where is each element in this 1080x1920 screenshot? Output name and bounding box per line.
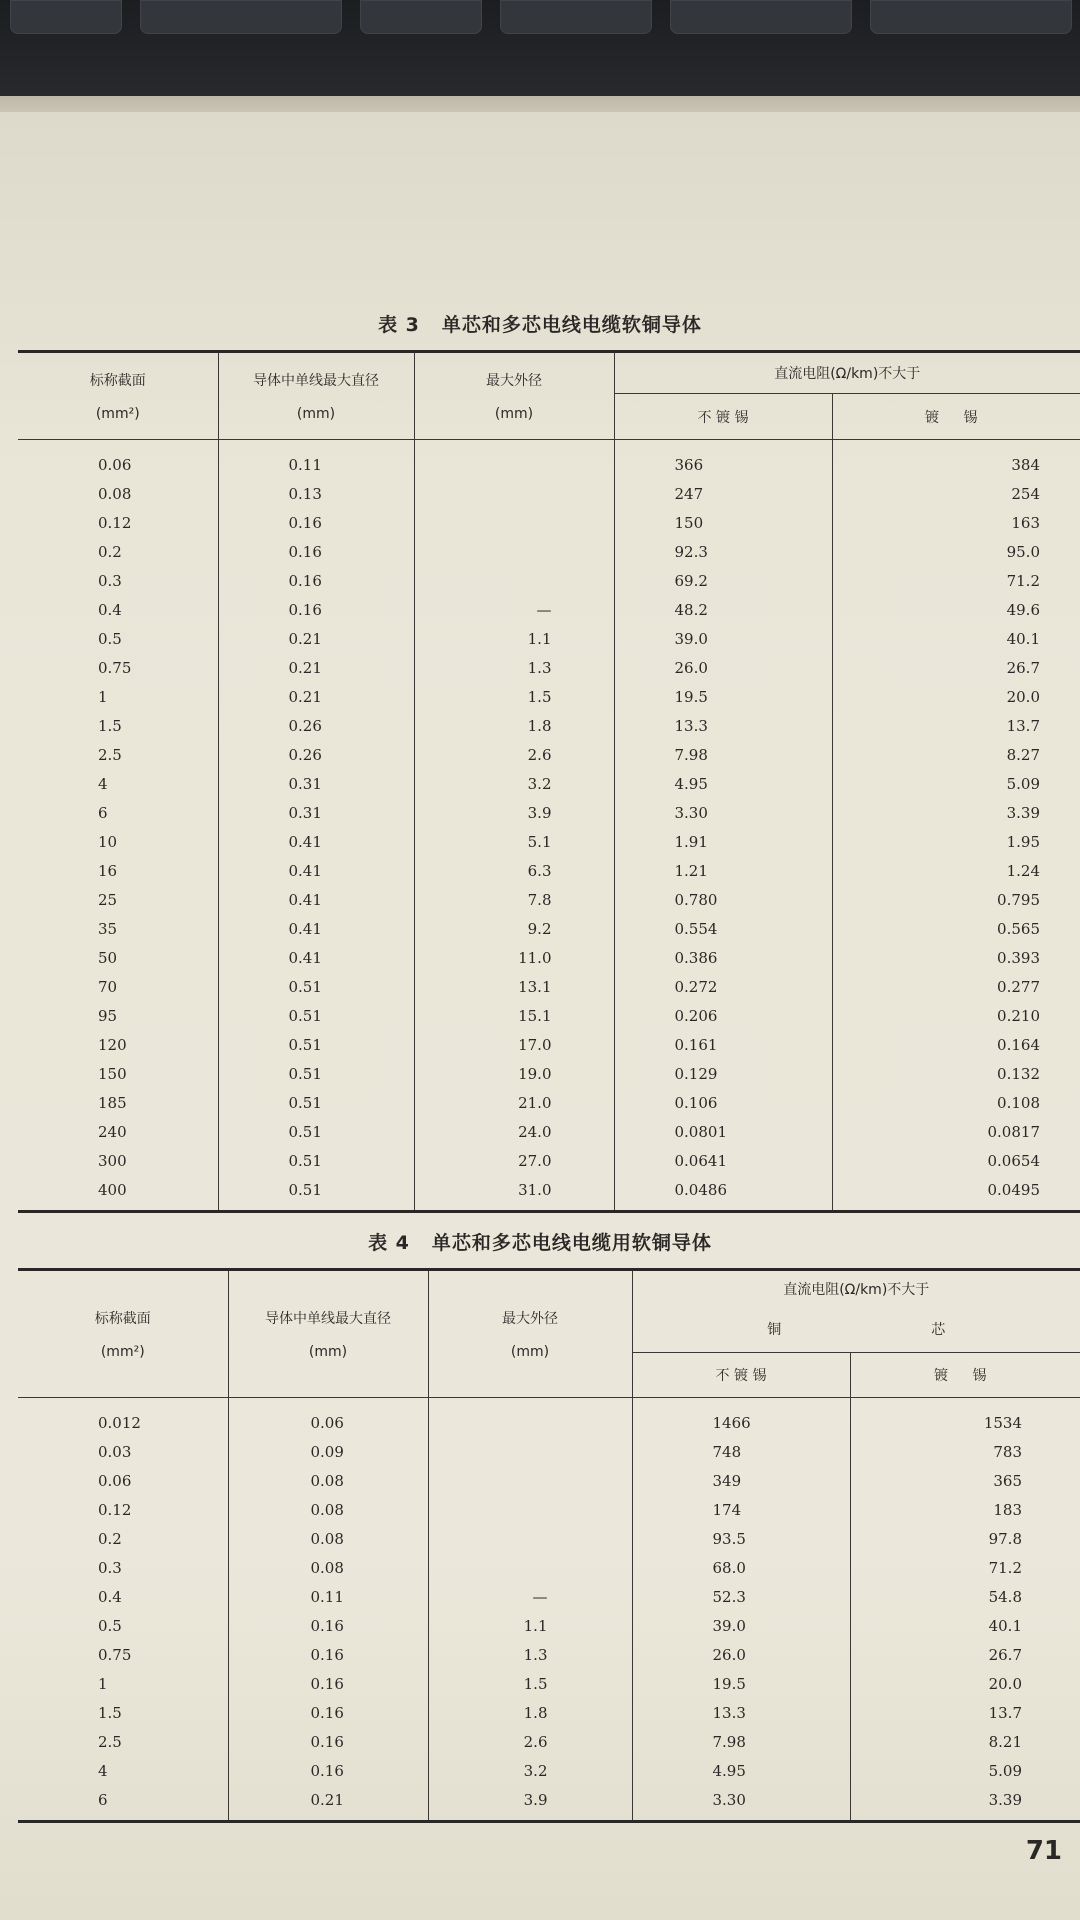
outer-diameter-cell: 9.2 — [414, 914, 614, 943]
table-row — [18, 943, 1080, 972]
section-cell: 0.2 — [98, 1529, 122, 1548]
section-cell: 16 — [98, 861, 118, 880]
table3-header-max-wire-label: 导体中单线最大直径 — [253, 373, 379, 389]
table-row — [18, 1640, 1080, 1669]
table-row — [18, 798, 1080, 827]
plain-resistance-cell: 68.0 — [632, 1553, 850, 1582]
wire-diameter-cell: 0.51 — [218, 1059, 414, 1088]
outer-diameter-cell: 1.5 — [414, 682, 614, 711]
tinned-resistance-cell: 183 — [850, 1495, 1080, 1524]
tinned-resistance-cell: 0.0495 — [832, 1175, 1080, 1212]
plain-resistance-cell: 0.129 — [614, 1059, 832, 1088]
tinned-resistance-cell: 20.0 — [850, 1669, 1080, 1698]
wire-diameter-cell: 0.08 — [228, 1495, 428, 1524]
tinned-resistance-cell: 8.21 — [850, 1727, 1080, 1756]
wire-diameter-cell: 0.41 — [218, 856, 414, 885]
table3-caption — [0, 310, 1080, 337]
outer-diameter-cell: 1.3 — [414, 653, 614, 682]
tinned-resistance-cell: 1534 — [850, 1398, 1080, 1438]
plain-resistance-cell: 7.98 — [632, 1727, 850, 1756]
tinned-resistance-cell: 3.39 — [850, 1785, 1080, 1822]
tinned-resistance-cell: 0.565 — [832, 914, 1080, 943]
section-cell: 0.4 — [98, 1587, 122, 1606]
section-cell: 0.12 — [98, 513, 132, 532]
plain-resistance-cell: 4.95 — [632, 1756, 850, 1785]
section-cell: 0.2 — [98, 542, 122, 561]
outer-diameter-cell: 31.0 — [414, 1175, 614, 1212]
table3-header-resistance: 直流电阻(Ω/km)不大于 — [614, 352, 1080, 394]
outer-diameter-cell: 2.6 — [428, 1727, 632, 1756]
wire-diameter-cell: 0.51 — [218, 1088, 414, 1117]
wire-diameter-cell: 0.08 — [228, 1466, 428, 1495]
tinned-resistance-cell: 1.24 — [832, 856, 1080, 885]
table-row — [18, 1001, 1080, 1030]
plain-resistance-cell: 1.21 — [614, 856, 832, 885]
wire-diameter-cell: 0.11 — [228, 1582, 428, 1611]
tinned-resistance-cell: 783 — [850, 1437, 1080, 1466]
tinned-resistance-cell: 365 — [850, 1466, 1080, 1495]
keyboard-key — [360, 0, 482, 34]
tinned-resistance-cell: 0.795 — [832, 885, 1080, 914]
keyboard-key — [870, 0, 1072, 34]
plain-resistance-cell: 4.95 — [614, 769, 832, 798]
wire-diameter-cell: 0.13 — [218, 479, 414, 508]
plain-resistance-cell: 93.5 — [632, 1524, 850, 1553]
wire-diameter-cell: 0.26 — [218, 740, 414, 769]
table4-caption-title: 单芯和多芯电线电缆用软铜导体 — [431, 1232, 712, 1254]
wire-diameter-cell: 0.21 — [218, 682, 414, 711]
wire-diameter-cell: 0.51 — [218, 972, 414, 1001]
tinned-resistance-cell: 71.2 — [850, 1553, 1080, 1582]
section-cell: 300 — [98, 1151, 127, 1170]
section-cell: 4 — [98, 1761, 108, 1780]
tinned-resistance-cell: 0.210 — [832, 1001, 1080, 1030]
tinned-resistance-cell: 1.95 — [832, 827, 1080, 856]
section-cell: 0.06 — [98, 455, 132, 474]
table3-header-max-wire-unit: (mm) — [296, 406, 336, 422]
outer-diameter-cell: 1.8 — [414, 711, 614, 740]
wire-diameter-cell: 0.16 — [218, 566, 414, 595]
table-row — [18, 1756, 1080, 1785]
tinned-resistance-cell: 40.1 — [850, 1611, 1080, 1640]
tinned-resistance-cell: 0.0817 — [832, 1117, 1080, 1146]
wire-diameter-cell: 0.41 — [218, 943, 414, 972]
outer-diameter-cell — [428, 1524, 632, 1553]
wire-diameter-cell: 0.21 — [228, 1785, 428, 1822]
wire-diameter-cell: 0.41 — [218, 827, 414, 856]
plain-resistance-cell: 19.5 — [614, 682, 832, 711]
plain-resistance-cell: 349 — [632, 1466, 850, 1495]
table-row — [18, 1727, 1080, 1756]
outer-diameter-cell: 21.0 — [414, 1088, 614, 1117]
section-cell: 1.5 — [98, 1703, 122, 1722]
wire-diameter-cell: 0.16 — [228, 1669, 428, 1698]
wire-diameter-cell: 0.09 — [228, 1437, 428, 1466]
table-row — [18, 1524, 1080, 1553]
wire-diameter-cell: 0.51 — [218, 1146, 414, 1175]
section-cell: 1.5 — [98, 716, 122, 735]
outer-diameter-cell: 17.0 — [414, 1030, 614, 1059]
keyboard-key — [670, 0, 852, 34]
outer-diameter-cell: 11.0 — [414, 943, 614, 972]
plain-resistance-cell: 0.272 — [614, 972, 832, 1001]
table-row — [18, 1495, 1080, 1524]
table4-header-resistance: 直流电阻(Ω/km)不大于 — [632, 1270, 1080, 1308]
section-cell: 0.5 — [98, 1616, 122, 1635]
table4-header-tinned: 镀 锡 — [850, 1352, 1080, 1397]
wire-diameter-cell: 0.51 — [218, 1175, 414, 1212]
section-cell: 95 — [98, 1006, 118, 1025]
section-cell: 120 — [98, 1035, 127, 1054]
outer-diameter-cell: — — [414, 595, 614, 624]
section-cell: 25 — [98, 890, 118, 909]
table-row — [18, 885, 1080, 914]
outer-diameter-cell: 3.2 — [414, 769, 614, 798]
section-cell: 0.5 — [98, 629, 122, 648]
table3-header-max-wire — [218, 352, 414, 440]
section-cell: 6 — [98, 803, 108, 822]
table3-caption-number: 表 3 — [378, 314, 420, 336]
outer-diameter-cell — [428, 1495, 632, 1524]
table4-header-max-od-label: 最大外径 — [502, 1311, 558, 1327]
wire-diameter-cell: 0.16 — [228, 1756, 428, 1785]
outer-diameter-cell: 7.8 — [414, 885, 614, 914]
wire-diameter-cell: 0.16 — [218, 537, 414, 566]
table4-header-section-unit: (mm²) — [100, 1344, 145, 1360]
outer-diameter-cell: 5.1 — [414, 827, 614, 856]
wire-diameter-cell: 0.16 — [218, 508, 414, 537]
tinned-resistance-cell: 49.6 — [832, 595, 1080, 624]
wire-diameter-cell: 0.16 — [228, 1698, 428, 1727]
section-cell: 240 — [98, 1122, 127, 1141]
wire-diameter-cell: 0.21 — [218, 653, 414, 682]
section-cell: 35 — [98, 919, 118, 938]
table3-header-max-od — [414, 352, 614, 440]
tinned-resistance-cell: 26.7 — [850, 1640, 1080, 1669]
section-cell: 0.08 — [98, 484, 132, 503]
section-cell: 2.5 — [98, 745, 122, 764]
outer-diameter-cell: 1.3 — [428, 1640, 632, 1669]
section-cell: 0.012 — [98, 1413, 141, 1432]
section-cell: 0.4 — [98, 600, 122, 619]
section-cell: 6 — [98, 1790, 108, 1809]
keyboard-key — [500, 0, 652, 34]
table4-body — [18, 1398, 1080, 1822]
plain-resistance-cell: 26.0 — [614, 653, 832, 682]
table4-header-max-wire — [228, 1270, 428, 1398]
wire-diameter-cell: 0.16 — [228, 1611, 428, 1640]
section-cell: 0.12 — [98, 1500, 132, 1519]
outer-diameter-cell: 3.2 — [428, 1756, 632, 1785]
section-cell: 0.03 — [98, 1442, 132, 1461]
plain-resistance-cell: 52.3 — [632, 1582, 850, 1611]
outer-diameter-cell: 24.0 — [414, 1117, 614, 1146]
table-row — [18, 972, 1080, 1001]
table-row — [18, 1117, 1080, 1146]
outer-diameter-cell: 19.0 — [414, 1059, 614, 1088]
plain-resistance-cell: 39.0 — [632, 1611, 850, 1640]
plain-resistance-cell: 247 — [614, 479, 832, 508]
tinned-resistance-cell: 3.39 — [832, 798, 1080, 827]
wire-diameter-cell: 0.16 — [218, 595, 414, 624]
tinned-resistance-cell: 20.0 — [832, 682, 1080, 711]
plain-resistance-cell: 7.98 — [614, 740, 832, 769]
table-row — [18, 1030, 1080, 1059]
wire-diameter-cell: 0.16 — [228, 1640, 428, 1669]
wire-diameter-cell: 0.51 — [218, 1001, 414, 1030]
page-number: 71 — [1025, 1836, 1062, 1866]
plain-resistance-cell: 0.386 — [614, 943, 832, 972]
wire-diameter-cell: 0.16 — [228, 1727, 428, 1756]
table4-header-plain: 不 镀 锡 — [632, 1352, 850, 1397]
tinned-resistance-cell: 54.8 — [850, 1582, 1080, 1611]
table4-header-max-od — [428, 1270, 632, 1398]
table-row — [18, 653, 1080, 682]
section-cell: 1 — [98, 687, 108, 706]
section-cell: 2.5 — [98, 1732, 122, 1751]
tinned-resistance-cell: 13.7 — [850, 1698, 1080, 1727]
section-cell: 400 — [98, 1180, 127, 1199]
table3-header-plain: 不 镀 锡 — [614, 394, 832, 440]
plain-resistance-cell: 0.0801 — [614, 1117, 832, 1146]
plain-resistance-cell: 0.554 — [614, 914, 832, 943]
table4-header-section-label: 标称截面 — [94, 1311, 151, 1327]
section-cell: 185 — [98, 1093, 127, 1112]
table-row — [18, 1669, 1080, 1698]
table-row — [18, 1146, 1080, 1175]
outer-diameter-cell — [414, 440, 614, 480]
table-row — [18, 537, 1080, 566]
section-cell: 150 — [98, 1064, 127, 1083]
tinned-resistance-cell: 71.2 — [832, 566, 1080, 595]
tinned-resistance-cell: 0.393 — [832, 943, 1080, 972]
tinned-resistance-cell: 384 — [832, 440, 1080, 480]
table-row — [18, 740, 1080, 769]
plain-resistance-cell: 39.0 — [614, 624, 832, 653]
table-row — [18, 711, 1080, 740]
tinned-resistance-cell: 8.27 — [832, 740, 1080, 769]
section-cell: 1 — [98, 1674, 108, 1693]
outer-diameter-cell: 15.1 — [414, 1001, 614, 1030]
wire-diameter-cell: 0.41 — [218, 885, 414, 914]
table4-header-max-od-unit: (mm) — [510, 1344, 550, 1360]
tinned-resistance-cell: 13.7 — [832, 711, 1080, 740]
table-row — [18, 769, 1080, 798]
wire-diameter-cell: 0.08 — [228, 1553, 428, 1582]
wire-diameter-cell: 0.31 — [218, 798, 414, 827]
table-row — [18, 1553, 1080, 1582]
plain-resistance-cell: 174 — [632, 1495, 850, 1524]
plain-resistance-cell: 92.3 — [614, 537, 832, 566]
table3-header-tinned: 镀 锡 — [832, 394, 1080, 440]
section-cell: 50 — [98, 948, 118, 967]
tinned-resistance-cell: 0.164 — [832, 1030, 1080, 1059]
section-cell: 10 — [98, 832, 118, 851]
tinned-resistance-cell: 0.108 — [832, 1088, 1080, 1117]
plain-resistance-cell: 48.2 — [614, 595, 832, 624]
table-row — [18, 1611, 1080, 1640]
plain-resistance-cell: 3.30 — [632, 1785, 850, 1822]
outer-diameter-cell: 3.9 — [414, 798, 614, 827]
table3-header-max-od-unit: (mm) — [494, 406, 534, 422]
table-row — [18, 1698, 1080, 1727]
section-cell: 0.75 — [98, 1645, 132, 1664]
outer-diameter-cell: — — [428, 1582, 632, 1611]
wire-diameter-cell: 0.21 — [218, 624, 414, 653]
tinned-resistance-cell: 5.09 — [832, 769, 1080, 798]
tinned-resistance-cell: 0.132 — [832, 1059, 1080, 1088]
table-row — [18, 914, 1080, 943]
section-cell: 0.3 — [98, 571, 122, 590]
outer-diameter-cell — [428, 1553, 632, 1582]
table-row — [18, 440, 1080, 480]
plain-resistance-cell: 0.206 — [614, 1001, 832, 1030]
plain-resistance-cell: 0.0641 — [614, 1146, 832, 1175]
section-cell: 0.06 — [98, 1471, 132, 1490]
wire-diameter-cell: 0.08 — [228, 1524, 428, 1553]
table4-header-section — [18, 1270, 228, 1398]
outer-diameter-cell: 13.1 — [414, 972, 614, 1001]
outer-diameter-cell: 1.1 — [428, 1611, 632, 1640]
table-row — [18, 682, 1080, 711]
tinned-resistance-cell: 254 — [832, 479, 1080, 508]
plain-resistance-cell: 13.3 — [614, 711, 832, 740]
table3-caption-title: 单芯和多芯电线电缆软铜导体 — [441, 314, 702, 336]
wire-diameter-cell: 0.31 — [218, 769, 414, 798]
table3 — [18, 350, 1080, 1213]
table-row — [18, 479, 1080, 508]
section-cell: 0.75 — [98, 658, 132, 677]
plain-resistance-cell: 150 — [614, 508, 832, 537]
outer-diameter-cell — [428, 1398, 632, 1438]
table-row — [18, 566, 1080, 595]
table4 — [18, 1268, 1080, 1823]
table-row — [18, 595, 1080, 624]
outer-diameter-cell — [428, 1466, 632, 1495]
tinned-resistance-cell: 163 — [832, 508, 1080, 537]
plain-resistance-cell: 366 — [614, 440, 832, 480]
table-row — [18, 508, 1080, 537]
plain-resistance-cell: 26.0 — [632, 1640, 850, 1669]
outer-diameter-cell: 1.1 — [414, 624, 614, 653]
table-row — [18, 1437, 1080, 1466]
outer-diameter-cell: 1.5 — [428, 1669, 632, 1698]
table-row — [18, 1059, 1080, 1088]
outer-diameter-cell: 1.8 — [428, 1698, 632, 1727]
tinned-resistance-cell: 97.8 — [850, 1524, 1080, 1553]
plain-resistance-cell: 748 — [632, 1437, 850, 1466]
outer-diameter-cell — [414, 566, 614, 595]
table4-header-copper: 铜 — [767, 1322, 782, 1339]
table4-header-max-wire-unit: (mm) — [308, 1344, 348, 1360]
section-cell: 0.3 — [98, 1558, 122, 1577]
plain-resistance-cell: 0.0486 — [614, 1175, 832, 1212]
table4-header-copper-core — [632, 1307, 1080, 1352]
section-cell: 70 — [98, 977, 118, 996]
plain-resistance-cell: 3.30 — [614, 798, 832, 827]
plain-resistance-cell: 0.106 — [614, 1088, 832, 1117]
plain-resistance-cell: 0.780 — [614, 885, 832, 914]
table-row — [18, 1582, 1080, 1611]
table3-body — [18, 440, 1080, 1212]
table3-header-max-od-label: 最大外径 — [486, 373, 542, 389]
plain-resistance-cell: 1466 — [632, 1398, 850, 1438]
table-row — [18, 827, 1080, 856]
wire-diameter-cell: 0.51 — [218, 1117, 414, 1146]
table-row — [18, 1175, 1080, 1212]
plain-resistance-cell: 69.2 — [614, 566, 832, 595]
table-row — [18, 1466, 1080, 1495]
tinned-resistance-cell: 5.09 — [850, 1756, 1080, 1785]
plain-resistance-cell: 19.5 — [632, 1669, 850, 1698]
outer-diameter-cell: 6.3 — [414, 856, 614, 885]
table-row — [18, 856, 1080, 885]
tinned-resistance-cell: 26.7 — [832, 653, 1080, 682]
tinned-resistance-cell: 95.0 — [832, 537, 1080, 566]
table4-caption-number: 表 4 — [368, 1232, 410, 1254]
outer-diameter-cell — [414, 479, 614, 508]
outer-diameter-cell — [414, 508, 614, 537]
outer-diameter-cell — [414, 537, 614, 566]
table-row — [18, 1088, 1080, 1117]
table4-header-core: 芯 — [931, 1322, 946, 1339]
table-row — [18, 1785, 1080, 1822]
tinned-resistance-cell: 0.277 — [832, 972, 1080, 1001]
wire-diameter-cell: 0.41 — [218, 914, 414, 943]
wire-diameter-cell: 0.11 — [218, 440, 414, 480]
plain-resistance-cell: 13.3 — [632, 1698, 850, 1727]
wire-diameter-cell: 0.26 — [218, 711, 414, 740]
plain-resistance-cell: 1.91 — [614, 827, 832, 856]
table4-caption — [0, 1228, 1080, 1255]
outer-diameter-cell: 2.6 — [414, 740, 614, 769]
table4-header-max-wire-label: 导体中单线最大直径 — [265, 1311, 391, 1327]
wire-diameter-cell: 0.51 — [218, 1030, 414, 1059]
table-row — [18, 624, 1080, 653]
outer-diameter-cell — [428, 1437, 632, 1466]
outer-diameter-cell: 27.0 — [414, 1146, 614, 1175]
tinned-resistance-cell: 40.1 — [832, 624, 1080, 653]
tinned-resistance-cell: 0.0654 — [832, 1146, 1080, 1175]
table3-header-section — [18, 352, 218, 440]
table3-header-section-label: 标称截面 — [89, 373, 146, 389]
section-cell: 4 — [98, 774, 108, 793]
wire-diameter-cell: 0.06 — [228, 1398, 428, 1438]
keyboard-key — [140, 0, 342, 34]
table-row — [18, 1398, 1080, 1438]
table3-header-section-unit: (mm²) — [95, 406, 140, 422]
keyboard-key — [10, 0, 122, 34]
outer-diameter-cell: 3.9 — [428, 1785, 632, 1822]
plain-resistance-cell: 0.161 — [614, 1030, 832, 1059]
